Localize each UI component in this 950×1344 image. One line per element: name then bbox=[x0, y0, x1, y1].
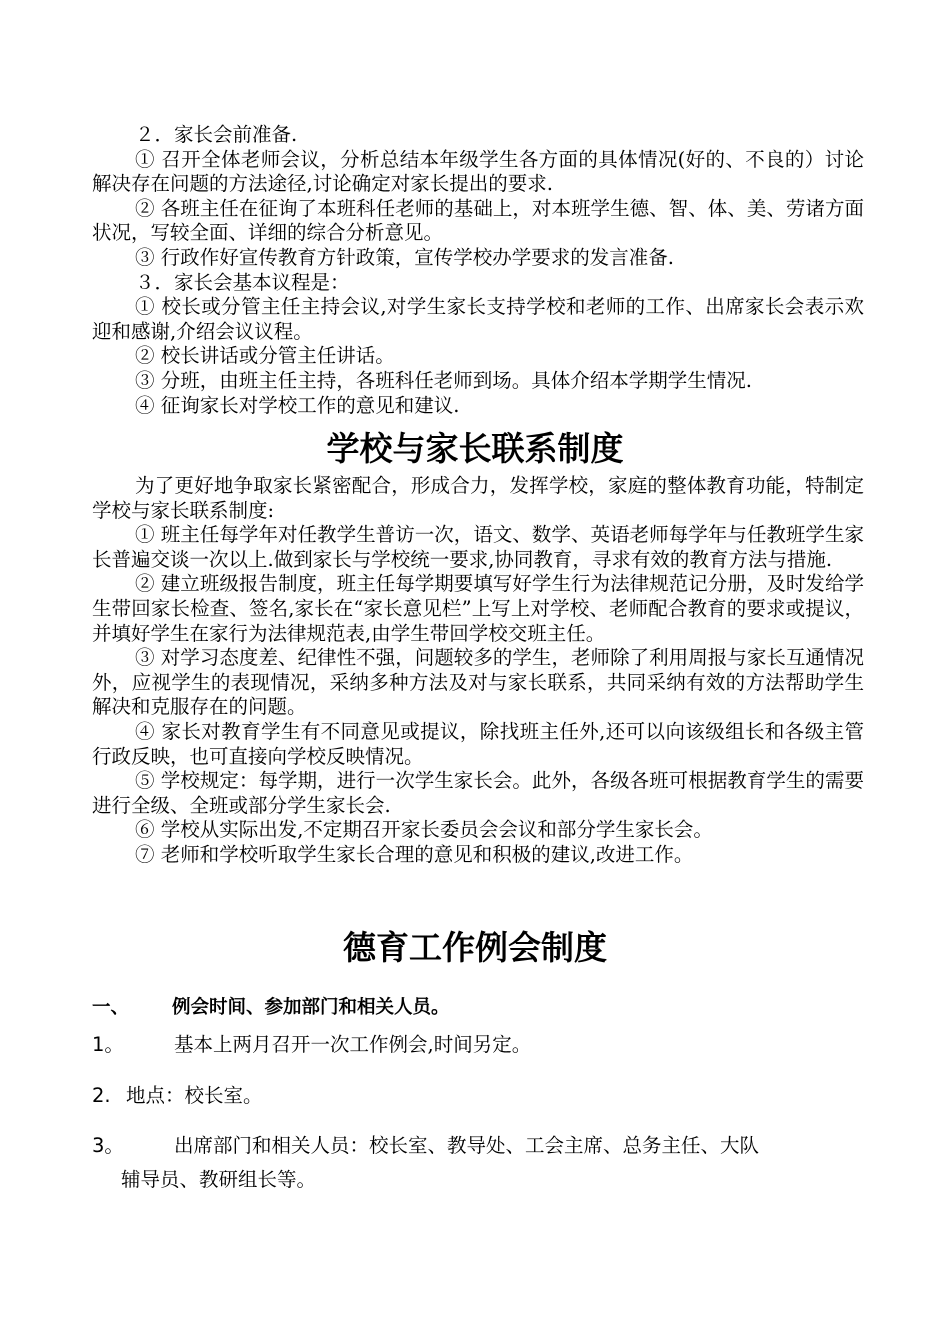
paragraph: ⑤ 学校规定：每学期，进行一次学生家长会。此外，各级各班可根据教育学生的需要进行全级、全班或部分学生家长会. bbox=[92, 769, 864, 817]
school-parent-contact-section bbox=[92, 474, 864, 868]
paragraph: ３．家长会基本议程是： bbox=[135, 270, 350, 294]
paragraph: ③ 分班，由班主任主持，各班科任老师到场。具体介绍本学期学生情况. bbox=[135, 368, 752, 392]
list-item bbox=[92, 1134, 864, 1192]
paragraph: ② 建立班级报告制度，班主任每学期要填写好学生行为法律规范记分册，及时发给学生带回家长检查、签名,家长在“家长意见栏”上写上对学校、老师配合教育的要求或提议，并填好学生在家行为法律规范表,由学生带回学校交班主任。 bbox=[92, 572, 864, 645]
paragraph: ⑦ 老师和学校听取学生家长合理的意见和积极的建议,改进工作。 bbox=[135, 842, 694, 866]
paragraph: ① 召开全体老师会议，分析总结本年级学生各方面的具体情况(好的、不良的）讨论解决存在问题的方法途径,讨论确定对家长提出的要求. bbox=[92, 147, 864, 196]
section-title-moral-education-meeting: 德育工作例会制度 bbox=[343, 928, 607, 967]
parent-meeting-section bbox=[92, 123, 864, 418]
heading-number: 一、 bbox=[92, 997, 130, 1018]
item-number: 1。 bbox=[92, 1033, 124, 1056]
paragraph: ③ 对学习态度差、纪律性不强，问题较多的学生，老师除了利用周报与家长互通情况外，应视学生的表现情况，采纳多种方法及对与家长联系，共同采纳有效的方法帮助学生解决和克服存在的问题。 bbox=[92, 646, 864, 719]
item-text: 出席部门和相关人员：校长室、教导处、工会主席、总务主任、大队 bbox=[174, 1134, 760, 1157]
paragraph: 为了更好地争取家长紧密配合，形成合力，发挥学校，家庭的整体教育功能，特制定学校与家长联系制度: bbox=[92, 474, 864, 522]
list-item bbox=[92, 1033, 864, 1057]
section-heading bbox=[92, 996, 450, 1020]
paragraph: ２．家长会前准备. bbox=[135, 123, 298, 146]
heading-text: 例会时间、参加部门和相关人员。 bbox=[172, 997, 450, 1018]
item-text: 基本上两月召开一次工作例会,时间另定。 bbox=[174, 1033, 532, 1056]
paragraph: ⑥ 学校从实际出发,不定期召开家长委员会会议和部分学生家长会。 bbox=[135, 818, 713, 842]
paragraph: ② 校长讲话或分管主任讲话。 bbox=[135, 344, 395, 368]
item-continuation: 辅导员、教研组长等。 bbox=[121, 1168, 317, 1191]
item-number: 2. bbox=[92, 1084, 111, 1107]
paragraph: ② 各班主任在征询了本班科任老师的基础上，对本班学生德、智、体、美、劳诸方面状况，写较全面、详细的综合分析意见。 bbox=[92, 196, 864, 245]
paragraph: ④ 征询家长对学校工作的意见和建议. bbox=[135, 393, 460, 417]
paragraph: ④ 家长对教育学生有不同意见或提议，除找班主任外,还可以向该级组长和各级主管行政反映，也可直接向学校反映情况。 bbox=[92, 719, 864, 768]
item-number: 3。 bbox=[92, 1134, 124, 1157]
paragraph: ① 校长或分管主任主持会议,对学生家长支持学校和老师的工作、出席家长会表示欢迎和感谢,介绍会议议程。 bbox=[92, 295, 864, 343]
paragraph: ③ 行政作好宣传教育方针政策，宣传学校办学要求的发言准备. bbox=[135, 245, 674, 269]
item-text: 地点：校长室。 bbox=[126, 1084, 263, 1107]
list-item bbox=[92, 1084, 864, 1108]
section-title-school-parent-contact: 学校与家长联系制度 bbox=[326, 429, 624, 468]
paragraph: ① 班主任每学年对任教学生普访一次，语文、数学、英语老师每学年与任教班学生家长普遍交谈一次以上.做到家长与学校统一要求,协同教育，寻求有效的教育方法与措施. bbox=[92, 523, 864, 571]
